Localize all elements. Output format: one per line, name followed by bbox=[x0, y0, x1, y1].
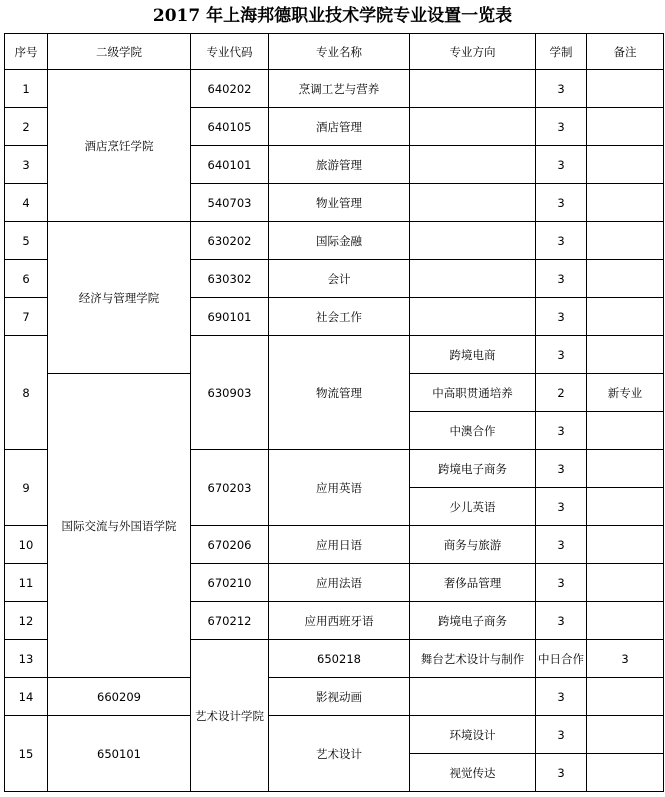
seq-cell: 6 bbox=[5, 260, 48, 298]
seq-cell: 13 bbox=[5, 640, 48, 678]
remark-cell bbox=[587, 146, 664, 184]
years-cell: 3 bbox=[536, 488, 587, 526]
name-cell: 酒店管理 bbox=[269, 108, 410, 146]
direction-cell: 视觉传达 bbox=[410, 754, 536, 792]
name-cell: 应用西班牙语 bbox=[269, 602, 410, 640]
remark-cell bbox=[587, 412, 664, 450]
seq-cell: 7 bbox=[5, 298, 48, 336]
code-cell: 630202 bbox=[191, 222, 269, 260]
seq-cell: 12 bbox=[5, 602, 48, 640]
direction-cell: 商务与旅游 bbox=[410, 526, 536, 564]
seq-cell: 9 bbox=[5, 450, 48, 526]
years-cell: 3 bbox=[536, 678, 587, 716]
years-cell: 3 bbox=[587, 640, 664, 678]
code-cell: 670203 bbox=[191, 450, 269, 526]
name-cell: 会计 bbox=[269, 260, 410, 298]
direction-cell bbox=[410, 222, 536, 260]
direction-cell: 少儿英语 bbox=[410, 488, 536, 526]
name-cell: 应用英语 bbox=[269, 450, 410, 526]
name-cell: 物业管理 bbox=[269, 184, 410, 222]
name-cell: 舞台艺术设计与制作 bbox=[410, 640, 536, 678]
code-cell: 630302 bbox=[191, 260, 269, 298]
remark-cell bbox=[587, 184, 664, 222]
code-cell: 640202 bbox=[191, 70, 269, 108]
code-cell: 650218 bbox=[269, 640, 410, 678]
years-cell: 3 bbox=[536, 146, 587, 184]
college-cell-intl: 国际交流与外国语学院 bbox=[48, 374, 191, 678]
remark-cell bbox=[587, 564, 664, 602]
name-cell: 应用日语 bbox=[269, 526, 410, 564]
name-cell: 应用法语 bbox=[269, 564, 410, 602]
seq-cell: 1 bbox=[5, 70, 48, 108]
code-cell: 670212 bbox=[191, 602, 269, 640]
header-remark: 备注 bbox=[587, 34, 664, 70]
remark-cell bbox=[587, 488, 664, 526]
code-cell: 540703 bbox=[191, 184, 269, 222]
years-cell: 3 bbox=[536, 716, 587, 754]
remark-cell bbox=[587, 754, 664, 792]
years-cell: 3 bbox=[536, 222, 587, 260]
direction-cell: 中高职贯通培养 bbox=[410, 374, 536, 412]
code-cell: 650101 bbox=[48, 716, 191, 792]
header-years: 学制 bbox=[536, 34, 587, 70]
remark-cell bbox=[587, 526, 664, 564]
name-cell: 旅游管理 bbox=[269, 146, 410, 184]
direction-cell: 中日合作 bbox=[536, 640, 587, 678]
code-cell: 670210 bbox=[191, 564, 269, 602]
direction-cell: 中澳合作 bbox=[410, 412, 536, 450]
college-cell-econ: 经济与管理学院 bbox=[48, 222, 191, 374]
years-cell: 3 bbox=[536, 260, 587, 298]
seq-cell: 15 bbox=[5, 716, 48, 792]
direction-cell: 环境设计 bbox=[410, 716, 536, 754]
direction-cell: 跨境电商 bbox=[410, 336, 536, 374]
direction-cell bbox=[410, 146, 536, 184]
header-college: 二级学院 bbox=[48, 34, 191, 70]
years-cell: 3 bbox=[536, 108, 587, 146]
direction-cell bbox=[410, 678, 536, 716]
direction-cell bbox=[410, 298, 536, 336]
page-title: 2017 年上海邦德职业技术学院专业设置一览表 bbox=[152, 6, 513, 26]
program-table bbox=[4, 33, 664, 792]
seq-cell: 14 bbox=[5, 678, 48, 716]
years-cell: 2 bbox=[536, 374, 587, 412]
remark-cell bbox=[587, 260, 664, 298]
name-cell: 物流管理 bbox=[269, 336, 410, 450]
seq-cell: 3 bbox=[5, 146, 48, 184]
direction-cell: 跨境电子商务 bbox=[410, 450, 536, 488]
remark-cell bbox=[587, 70, 664, 108]
remark-cell bbox=[587, 716, 664, 754]
seq-cell: 4 bbox=[5, 184, 48, 222]
name-cell: 烹调工艺与营养 bbox=[269, 70, 410, 108]
direction-cell bbox=[410, 70, 536, 108]
years-cell: 3 bbox=[536, 184, 587, 222]
code-cell: 660209 bbox=[48, 678, 191, 716]
college-cell-hotel: 酒店烹饪学院 bbox=[48, 70, 191, 222]
table-row bbox=[5, 70, 664, 108]
name-cell: 国际金融 bbox=[269, 222, 410, 260]
seq-cell: 11 bbox=[5, 564, 48, 602]
remark-cell bbox=[587, 298, 664, 336]
code-cell: 640101 bbox=[191, 146, 269, 184]
years-cell: 3 bbox=[536, 412, 587, 450]
years-cell: 3 bbox=[536, 336, 587, 374]
header-row bbox=[5, 34, 664, 70]
name-cell: 影视动画 bbox=[269, 678, 410, 716]
code-cell: 690101 bbox=[191, 298, 269, 336]
header-name: 专业名称 bbox=[269, 34, 410, 70]
years-cell: 3 bbox=[536, 450, 587, 488]
remark-cell bbox=[587, 108, 664, 146]
years-cell: 3 bbox=[536, 298, 587, 336]
remark-cell bbox=[587, 336, 664, 374]
years-cell: 3 bbox=[536, 564, 587, 602]
remark-cell bbox=[587, 678, 664, 716]
years-cell: 3 bbox=[536, 602, 587, 640]
years-cell: 3 bbox=[536, 526, 587, 564]
header-code: 专业代码 bbox=[191, 34, 269, 70]
direction-cell bbox=[410, 108, 536, 146]
header-direction: 专业方向 bbox=[410, 34, 536, 70]
college-cell-art: 艺术设计学院 bbox=[191, 640, 269, 792]
direction-cell: 奢侈品管理 bbox=[410, 564, 536, 602]
direction-cell bbox=[410, 184, 536, 222]
seq-cell: 8 bbox=[5, 336, 48, 450]
header-seq: 序号 bbox=[5, 34, 48, 70]
remark-cell bbox=[587, 450, 664, 488]
direction-cell bbox=[410, 260, 536, 298]
code-cell: 630903 bbox=[191, 336, 269, 450]
years-cell: 3 bbox=[536, 70, 587, 108]
table-row bbox=[5, 716, 664, 754]
table-row bbox=[5, 222, 664, 260]
seq-cell: 5 bbox=[5, 222, 48, 260]
seq-cell: 10 bbox=[5, 526, 48, 564]
name-cell: 社会工作 bbox=[269, 298, 410, 336]
table-row bbox=[5, 678, 664, 716]
code-cell: 670206 bbox=[191, 526, 269, 564]
remark-cell: 新专业 bbox=[587, 374, 664, 412]
name-cell: 艺术设计 bbox=[269, 716, 410, 792]
years-cell: 3 bbox=[536, 754, 587, 792]
remark-cell bbox=[587, 222, 664, 260]
remark-cell bbox=[587, 602, 664, 640]
code-cell: 640105 bbox=[191, 108, 269, 146]
direction-cell: 跨境电子商务 bbox=[410, 602, 536, 640]
seq-cell: 2 bbox=[5, 108, 48, 146]
